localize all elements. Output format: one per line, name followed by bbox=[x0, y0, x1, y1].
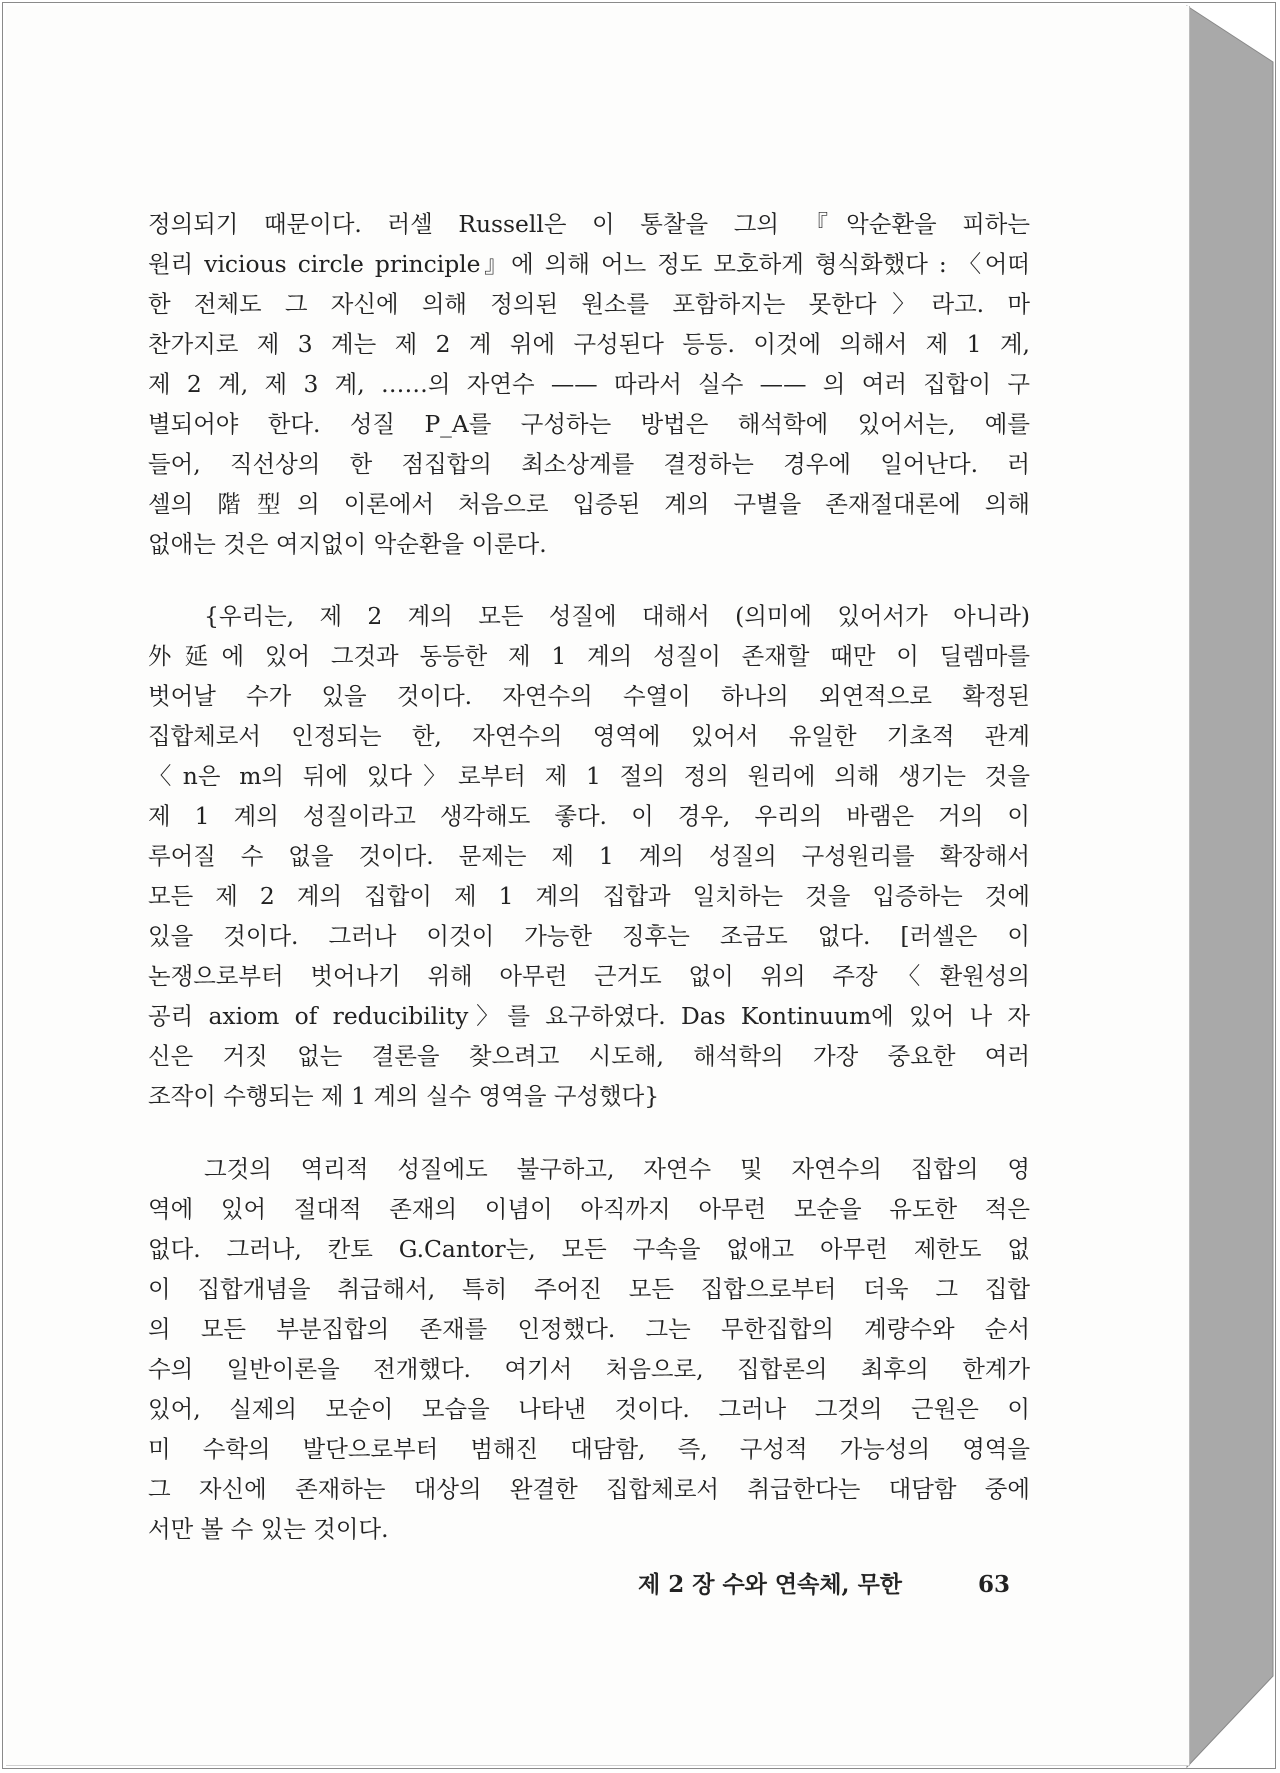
paragraph-line: 모든 제 2 계의 집합이 제 1 계의 집합과 일치하는 것을 입증하는 것에 bbox=[148, 882, 1030, 910]
paragraph-line: 루어질 수 없을 것이다. 문제는 제 1 계의 성질의 구성원리를 확장해서 bbox=[148, 842, 1030, 870]
paragraph-line: 한 전체도 그 자신에 의해 정의된 원소를 포함하지는 못한다〉라고. 마 bbox=[148, 290, 1030, 318]
paragraph-line: 집합체로서 인정되는 한, 자연수의 영역에 있어서 유일한 기초적 관계 bbox=[148, 722, 1030, 750]
paragraph-line: 그 자신에 존재하는 대상의 완결한 집합체로서 취급한다는 대담함 중에 bbox=[148, 1475, 1030, 1503]
paragraph-line: 있을 것이다. 그러나 이것이 가능한 징후는 조금도 없다. [러셀은 이 bbox=[148, 922, 1030, 950]
paragraph-line: 없다. 그러나, 칸토 G.Cantor는, 모든 구속을 없애고 아무런 제한도 없 bbox=[148, 1235, 1030, 1263]
paragraph-line: 역에 있어 절대적 존재의 이념이 아직까지 아무런 모순을 유도한 적은 bbox=[148, 1195, 1030, 1223]
paragraph-2 bbox=[148, 596, 1030, 1116]
page-number: 63 bbox=[977, 1571, 1010, 1598]
paragraph-line: 셀의 階型의 이론에서 처음으로 입증된 계의 구별을 존재절대론에 의해 bbox=[148, 490, 1030, 518]
paragraph-line: 논쟁으로부터 벗어나기 위해 아무런 근거도 없이 위의 주장〈환원성의 bbox=[148, 962, 1030, 990]
paragraph-line: 미 수학의 발단으로부터 범해진 대담함, 즉, 구성적 가능성의 영역을 bbox=[148, 1435, 1030, 1463]
paragraph-line: 들어, 직선상의 한 점집합의 최소상계를 결정하는 경우에 일어난다. 러 bbox=[148, 450, 1030, 478]
paragraph-line: 별되어야 한다. 성질 P_A를 구성하는 방법은 해석학에 있어서는, 예를 bbox=[148, 410, 1030, 438]
paragraph-line: 이 집합개념을 취급해서, 특히 주어진 모든 집합으로부터 더욱 그 집합 bbox=[148, 1275, 1030, 1303]
paragraph-line: {우리는, 제 2 계의 모든 성질에 대해서 (의미에 있어서가 아니라) bbox=[204, 602, 1030, 630]
paragraph-line: 찬가지로 제 3 계는 제 2 계 위에 구성된다 등등. 이것에 의해서 제 1 계, bbox=[148, 330, 1030, 358]
running-footer bbox=[606, 1568, 1010, 1602]
paragraph-line: 제 1 계의 성질이라고 생각해도 좋다. 이 경우, 우리의 바램은 거의 이 bbox=[148, 802, 1030, 830]
paragraph-line: 원리 vicious circle principle』에 의해 어느 정도 모호하게 형식화했다 : 〈어떠 bbox=[148, 250, 1030, 278]
paragraph-line: 공리 axiom of reducibility〉를 요구하였다. Das Kontinuum에 있어 나 자 bbox=[148, 1002, 1030, 1030]
paragraph-line: 신은 거짓 없는 결론을 찾으려고 시도해, 해석학의 가장 중요한 여러 bbox=[148, 1042, 1030, 1070]
paragraph-3 bbox=[148, 1149, 1030, 1549]
paragraph-line: 서만 볼 수 있는 것이다. bbox=[148, 1515, 389, 1543]
paragraph-1 bbox=[148, 204, 1030, 564]
paragraph-line: 벗어날 수가 있을 것이다. 자연수의 수열이 하나의 외연적으로 확정된 bbox=[148, 682, 1030, 710]
book-side-face bbox=[1187, 6, 1273, 1767]
paragraph-line: 제 2 계, 제 3 계, ……의 자연수 —— 따라서 실수 —— 의 여러 집합이 구 bbox=[148, 370, 1030, 398]
paragraph-line: 조작이 수행되는 제 1 계의 실수 영역을 구성했다} bbox=[148, 1082, 660, 1110]
chapter-title: 제 2 장 수와 연속체, 무한 bbox=[638, 1571, 903, 1598]
paragraph-line: 수의 일반이론을 전개했다. 여기서 처음으로, 집합론의 최후의 한계가 bbox=[148, 1355, 1030, 1383]
paragraph-line: 外延에 있어 그것과 동등한 제 1 계의 성질이 존재할 때만 이 딜렘마를 bbox=[148, 642, 1030, 670]
paragraph-line: 정의되기 때문이다. 러셀 Russell은 이 통찰을 그의 『악순환을 피하는 bbox=[148, 210, 1030, 238]
book-page bbox=[6, 6, 1190, 1766]
paragraph-line: 그것의 역리적 성질에도 불구하고, 자연수 및 자연수의 집합의 영 bbox=[204, 1155, 1030, 1183]
paragraph-line: 없애는 것은 여지없이 악순환을 이룬다. bbox=[148, 530, 547, 558]
paragraph-line: 의 모든 부분집합의 존재를 인정했다. 그는 무한집합의 계량수와 순서 bbox=[148, 1315, 1030, 1343]
book-side-edge bbox=[1185, 4, 1277, 1769]
paragraph-line: 〈n은 m의 뒤에 있다〉로부터 제 1 절의 정의 원리에 의해 생기는 것을 bbox=[148, 762, 1030, 790]
paragraph-line: 있어, 실제의 모순이 모습을 나타낸 것이다. 그러나 그것의 근원은 이 bbox=[148, 1395, 1030, 1423]
